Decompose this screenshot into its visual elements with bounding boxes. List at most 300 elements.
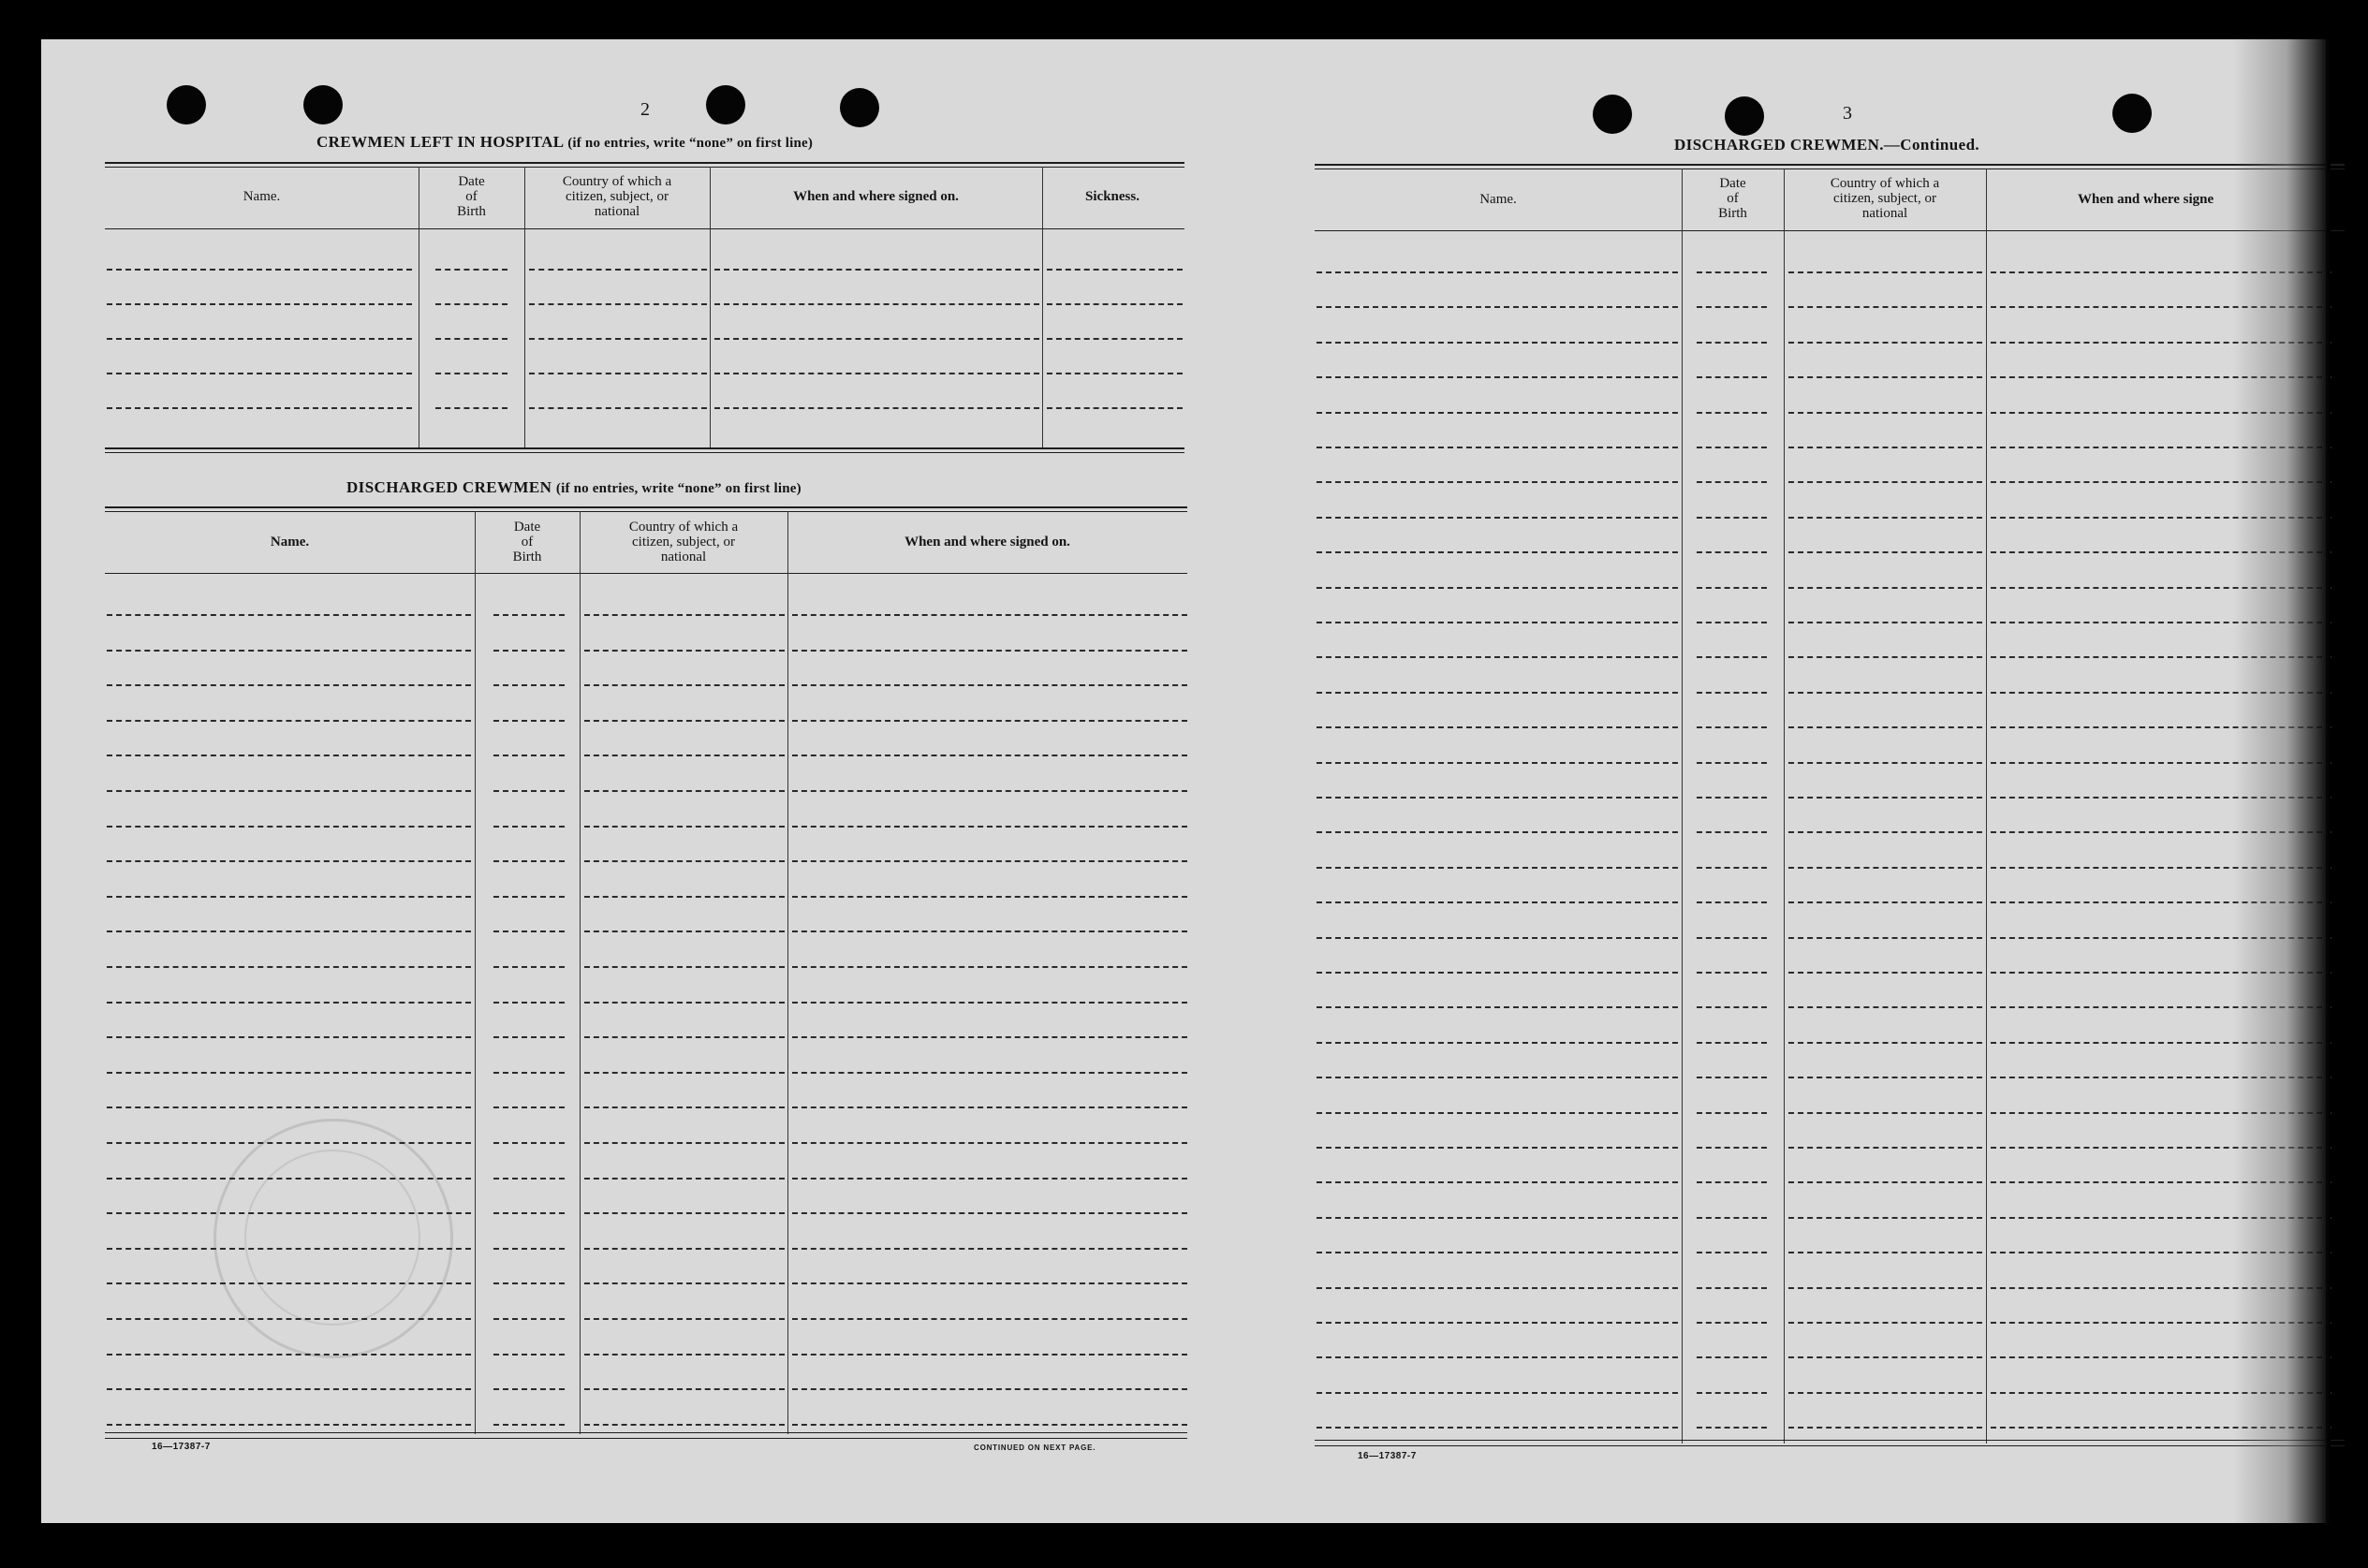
- punch-hole: [1725, 96, 1764, 136]
- hospital-blank-entry-line: [529, 269, 707, 271]
- continued-blank-entry-line: [1788, 1252, 1982, 1253]
- continued-blank-entry-line: [1697, 972, 1767, 974]
- continued-blank-entry-line: [1788, 1287, 1982, 1289]
- continued-blank-entry-line: [1316, 271, 1678, 273]
- discharged-blank-entry-line: [584, 1282, 785, 1284]
- discharged-blank-entry-line: [493, 1002, 565, 1004]
- discharged-blank-entry-line: [584, 1318, 785, 1320]
- continued-blank-entry-line: [1697, 1181, 1767, 1183]
- discharged-blank-entry-line: [493, 650, 565, 652]
- continued-blank-entry-line: [1991, 1147, 2331, 1149]
- hospital-blank-entry-line: [1047, 373, 1183, 374]
- continued-blank-entry-line: [1991, 551, 2331, 553]
- punch-hole: [303, 85, 343, 125]
- faded-circular-stamp: [213, 1119, 453, 1358]
- discharged-blank-entry-line: [493, 1424, 565, 1426]
- continued-blank-entry-line: [1316, 1112, 1678, 1114]
- continued-blank-entry-line: [1788, 797, 1982, 799]
- continued-blank-entry-line: [1991, 1252, 2331, 1253]
- continued-blank-entry-line: [1316, 1252, 1678, 1253]
- continued-blank-entry-line: [1788, 306, 1982, 308]
- continued-blank-entry-line: [1788, 1077, 1982, 1078]
- continued-blank-entry-line: [1316, 831, 1678, 833]
- continued-table-bottom-rule-2: [1315, 1445, 2345, 1446]
- continued-blank-entry-line: [1991, 937, 2331, 939]
- continued-blank-entry-line: [1316, 1322, 1678, 1324]
- discharged-blank-entry-line: [493, 1354, 565, 1356]
- discharged-blank-entry-line: [792, 684, 1187, 686]
- continued-blank-entry-line: [1697, 762, 1767, 764]
- continued-blank-entry-line: [1788, 656, 1982, 658]
- discharged-blank-entry-line: [792, 1388, 1187, 1390]
- discharged-blank-entry-line: [792, 790, 1187, 792]
- continued-blank-entry-line: [1788, 517, 1982, 519]
- continued-blank-entry-line: [1991, 1112, 2331, 1114]
- discharged-blank-entry-line: [792, 1178, 1187, 1180]
- discharged-blank-entry-line: [493, 1318, 565, 1320]
- discharged-blank-entry-line: [493, 614, 565, 616]
- continued-blank-entry-line: [1991, 726, 2331, 728]
- discharged-blank-entry-line: [493, 1106, 565, 1108]
- punch-hole: [840, 88, 879, 127]
- continued-column-divider: [1986, 169, 1987, 1443]
- continued-blank-entry-line: [1316, 306, 1678, 308]
- continued-blank-entry-line: [1316, 937, 1678, 939]
- continued-blank-entry-line: [1788, 1356, 1982, 1358]
- continued-blank-entry-line: [1316, 1077, 1678, 1078]
- discharged-blank-entry-line: [792, 1354, 1187, 1356]
- discharged-header-bottom-rule: [105, 573, 1187, 574]
- discharged-blank-entry-line: [584, 1106, 785, 1108]
- discharged-blank-entry-line: [493, 826, 565, 828]
- discharged-header-country: Country of which a citizen, subject, or national: [628, 520, 739, 564]
- continued-blank-entry-line: [1697, 447, 1767, 448]
- continued-blank-entry-line: [1697, 306, 1767, 308]
- discharged-blank-entry-line: [107, 1282, 471, 1284]
- continued-blank-entry-line: [1991, 656, 2331, 658]
- continued-blank-entry-line: [1697, 1252, 1767, 1253]
- discharged-blank-entry-line: [792, 755, 1187, 756]
- discharged-blank-entry-line: [107, 720, 471, 722]
- continued-blank-entry-line: [1697, 1217, 1767, 1219]
- discharged-blank-entry-line: [792, 1424, 1187, 1426]
- continued-blank-entry-line: [1697, 831, 1767, 833]
- discharged-column-divider: [475, 511, 476, 1434]
- discharged-blank-entry-line: [107, 931, 471, 932]
- continued-blank-entry-line: [1697, 622, 1767, 623]
- hospital-header-bottom-rule: [105, 228, 1184, 229]
- continued-blank-entry-line: [1788, 1112, 1982, 1114]
- continued-blank-entry-line: [1697, 1147, 1767, 1149]
- discharged-column-divider: [787, 511, 788, 1434]
- continued-blank-entry-line: [1316, 972, 1678, 974]
- discharged-header-date-of-birth: Date of Birth: [512, 520, 542, 564]
- discharged-blank-entry-line: [584, 1002, 785, 1004]
- discharged-blank-entry-line: [107, 896, 471, 898]
- continued-blank-entry-line: [1991, 1181, 2331, 1183]
- hospital-title-text: CREWMEN LEFT IN HOSPITAL: [316, 133, 564, 151]
- continued-blank-entry-line: [1788, 831, 1982, 833]
- discharged-blank-entry-line: [493, 1142, 565, 1144]
- discharged-blank-entry-line: [584, 1178, 785, 1180]
- continued-blank-entry-line: [1316, 1287, 1678, 1289]
- discharged-blank-entry-line: [493, 966, 565, 968]
- continued-table-bottom-rule: [1315, 1440, 2345, 1441]
- discharged-blank-entry-line: [792, 1142, 1187, 1144]
- discharged-blank-entry-line: [584, 755, 785, 756]
- continued-blank-entry-line: [1697, 937, 1767, 939]
- continued-column-divider: [1682, 169, 1683, 1443]
- discharged-blank-entry-line: [792, 1212, 1187, 1214]
- discharged-blank-entry-line: [584, 826, 785, 828]
- continued-blank-entry-line: [1991, 692, 2331, 694]
- discharged-blank-entry-line: [493, 1178, 565, 1180]
- continued-blank-entry-line: [1788, 692, 1982, 694]
- continued-blank-entry-line: [1316, 867, 1678, 869]
- discharged-blank-entry-line: [493, 755, 565, 756]
- hospital-section-title: [316, 133, 813, 152]
- page-number-left: 2: [640, 99, 650, 120]
- continued-blank-entry-line: [1788, 1322, 1982, 1324]
- continued-blank-entry-line: [1788, 1392, 1982, 1394]
- hospital-column-divider: [710, 167, 711, 449]
- hospital-blank-entry-line: [714, 338, 1039, 340]
- discharged-blank-entry-line: [584, 860, 785, 862]
- continued-blank-entry-line: [1697, 1287, 1767, 1289]
- discharged-blank-entry-line: [493, 1072, 565, 1074]
- discharged-blank-entry-line: [792, 1106, 1187, 1108]
- discharged-blank-entry-line: [792, 1248, 1187, 1250]
- discharged-blank-entry-line: [792, 931, 1187, 932]
- discharged-blank-entry-line: [584, 1424, 785, 1426]
- punch-hole: [167, 85, 206, 125]
- punch-hole: [1593, 95, 1632, 134]
- continued-blank-entry-line: [1697, 726, 1767, 728]
- continued-blank-entry-line: [1697, 1077, 1767, 1078]
- discharged-blank-entry-line: [107, 614, 471, 616]
- hospital-table-bottom-rule: [105, 447, 1184, 449]
- punch-hole: [2112, 94, 2152, 133]
- discharged-blank-entry-line: [584, 1248, 785, 1250]
- hospital-blank-entry-line: [435, 303, 507, 305]
- discharged-blank-entry-line: [584, 966, 785, 968]
- punch-hole: [706, 85, 745, 125]
- continued-blank-entry-line: [1697, 867, 1767, 869]
- discharged-blank-entry-line: [107, 650, 471, 652]
- continued-blank-entry-line: [1697, 1112, 1767, 1114]
- discharged-blank-entry-line: [584, 1212, 785, 1214]
- discharged-title-text: DISCHARGED CREWMEN: [346, 478, 552, 496]
- hospital-blank-entry-line: [435, 373, 507, 374]
- discharged-table-bottom-rule: [105, 1432, 1187, 1433]
- discharged-blank-entry-line: [107, 1002, 471, 1004]
- continued-blank-entry-line: [1788, 972, 1982, 974]
- continued-blank-entry-line: [1991, 972, 2331, 974]
- continued-blank-entry-line: [1991, 622, 2331, 623]
- discharged-column-divider: [580, 511, 581, 1434]
- hospital-header-date-of-birth: Date of Birth: [457, 174, 486, 219]
- discharged-blank-entry-line: [584, 650, 785, 652]
- continued-blank-entry-line: [1316, 1181, 1678, 1183]
- continued-blank-entry-line: [1697, 1322, 1767, 1324]
- hospital-instruction-text: (if no entries, write “none” on first line): [567, 136, 814, 151]
- continued-blank-entry-line: [1697, 1042, 1767, 1044]
- continued-blank-entry-line: [1788, 726, 1982, 728]
- discharged-blank-entry-line: [584, 931, 785, 932]
- discharged-blank-entry-line: [584, 1142, 785, 1144]
- discharged-blank-entry-line: [792, 1282, 1187, 1284]
- hospital-column-divider: [1042, 167, 1043, 449]
- hospital-blank-entry-line: [107, 338, 412, 340]
- continued-header-name: Name.: [1479, 192, 1517, 207]
- hospital-header-country: Country of which a citizen, subject, or national: [562, 174, 672, 219]
- continued-blank-entry-line: [1788, 867, 1982, 869]
- continued-blank-entry-line: [1991, 901, 2331, 903]
- continued-blank-entry-line: [1316, 1356, 1678, 1358]
- continued-blank-entry-line: [1991, 1077, 2331, 1078]
- hospital-blank-entry-line: [529, 303, 707, 305]
- continued-blank-entry-line: [1788, 937, 1982, 939]
- continued-blank-entry-line: [1697, 901, 1767, 903]
- continued-blank-entry-line: [1316, 1217, 1678, 1219]
- continued-blank-entry-line: [1788, 1181, 1982, 1183]
- hospital-header-sickness: Sickness.: [1085, 189, 1140, 204]
- hospital-blank-entry-line: [107, 407, 412, 409]
- continued-header-country: Country of which a citizen, subject, or national: [1830, 176, 1940, 221]
- continued-blank-entry-line: [1788, 271, 1982, 273]
- continued-blank-entry-line: [1788, 622, 1982, 623]
- continued-blank-entry-line: [1316, 1147, 1678, 1149]
- continued-blank-entry-line: [1991, 1042, 2331, 1044]
- hospital-blank-entry-line: [714, 407, 1039, 409]
- continued-blank-entry-line: [1316, 447, 1678, 448]
- continued-blank-entry-line: [1697, 1392, 1767, 1394]
- discharged-blank-entry-line: [792, 1002, 1187, 1004]
- continued-blank-entry-line: [1697, 271, 1767, 273]
- discharged-blank-entry-line: [792, 896, 1187, 898]
- discharged-blank-entry-line: [107, 1388, 471, 1390]
- discharged-blank-entry-line: [107, 790, 471, 792]
- hospital-blank-entry-line: [1047, 338, 1183, 340]
- hospital-blank-entry-line: [107, 373, 412, 374]
- continued-blank-entry-line: [1991, 1427, 2331, 1429]
- discharged-blank-entry-line: [493, 1248, 565, 1250]
- discharged-blank-entry-line: [107, 860, 471, 862]
- discharged-blank-entry-line: [792, 1072, 1187, 1074]
- discharged-blank-entry-line: [584, 614, 785, 616]
- discharged-blank-entry-line: [493, 860, 565, 862]
- discharged-blank-entry-line: [493, 1282, 565, 1284]
- discharged-blank-entry-line: [584, 1354, 785, 1356]
- discharged-blank-entry-line: [493, 1212, 565, 1214]
- continued-blank-entry-line: [1697, 1427, 1767, 1429]
- discharged-blank-entry-line: [493, 790, 565, 792]
- hospital-blank-entry-line: [435, 338, 507, 340]
- discharged-blank-entry-line: [792, 966, 1187, 968]
- discharged-blank-entry-line: [584, 896, 785, 898]
- hospital-header-when-where: When and where signed on.: [793, 189, 959, 204]
- continued-blank-entry-line: [1991, 306, 2331, 308]
- discharged-table-bottom-rule-2: [105, 1438, 1187, 1439]
- discharged-blank-entry-line: [493, 1036, 565, 1038]
- continued-header-date-of-birth: Date of Birth: [1718, 176, 1747, 221]
- page-number-right: 3: [1843, 103, 1852, 124]
- hospital-table-top-rule: [105, 162, 1184, 164]
- discharged-blank-entry-line: [792, 1318, 1187, 1320]
- discharged-blank-entry-line: [493, 896, 565, 898]
- continued-blank-entry-line: [1991, 1006, 2331, 1008]
- discharged-blank-entry-line: [792, 650, 1187, 652]
- continued-blank-entry-line: [1316, 622, 1678, 623]
- continued-blank-entry-line: [1697, 517, 1767, 519]
- discharged-blank-entry-line: [792, 1036, 1187, 1038]
- discharged-blank-entry-line: [107, 755, 471, 756]
- discharged-continued-title: DISCHARGED CREWMEN.—Continued.: [1674, 136, 1980, 154]
- continued-blank-entry-line: [1316, 551, 1678, 553]
- continued-blank-entry-line: [1788, 342, 1982, 344]
- discharged-blank-entry-line: [493, 1388, 565, 1390]
- continued-blank-entry-line: [1788, 762, 1982, 764]
- continued-blank-entry-line: [1788, 1217, 1982, 1219]
- continued-blank-entry-line: [1697, 412, 1767, 414]
- continued-blank-entry-line: [1316, 517, 1678, 519]
- discharged-blank-entry-line: [584, 684, 785, 686]
- discharged-blank-entry-line: [107, 1142, 471, 1144]
- continued-blank-entry-line: [1316, 797, 1678, 799]
- hospital-blank-entry-line: [435, 269, 507, 271]
- discharged-table-top-rule-2: [105, 511, 1187, 512]
- continued-blank-entry-line: [1316, 656, 1678, 658]
- discharged-blank-entry-line: [792, 720, 1187, 722]
- hospital-blank-entry-line: [714, 303, 1039, 305]
- continued-column-divider: [1784, 169, 1785, 1443]
- continued-blank-entry-line: [1316, 1427, 1678, 1429]
- continued-blank-entry-line: [1697, 376, 1767, 378]
- discharged-blank-entry-line: [107, 826, 471, 828]
- discharged-blank-entry-line: [792, 826, 1187, 828]
- hospital-blank-entry-line: [714, 269, 1039, 271]
- hospital-blank-entry-line: [107, 303, 412, 305]
- continued-blank-entry-line: [1991, 867, 2331, 869]
- discharged-blank-entry-line: [584, 1036, 785, 1038]
- discharged-blank-entry-line: [584, 1388, 785, 1390]
- continued-blank-entry-line: [1316, 692, 1678, 694]
- hospital-blank-entry-line: [714, 373, 1039, 374]
- continued-blank-entry-line: [1316, 1392, 1678, 1394]
- hospital-blank-entry-line: [1047, 303, 1183, 305]
- continued-blank-entry-line: [1788, 447, 1982, 448]
- continued-blank-entry-line: [1697, 481, 1767, 483]
- discharged-blank-entry-line: [107, 1178, 471, 1180]
- hospital-blank-entry-line: [1047, 407, 1183, 409]
- continued-blank-entry-line: [1788, 1427, 1982, 1429]
- continued-blank-entry-line: [1991, 481, 2331, 483]
- hospital-blank-entry-line: [435, 407, 507, 409]
- continued-blank-entry-line: [1991, 412, 2331, 414]
- continued-blank-entry-line: [1788, 376, 1982, 378]
- continued-blank-entry-line: [1316, 901, 1678, 903]
- discharged-blank-entry-line: [493, 931, 565, 932]
- discharged-blank-entry-line: [107, 1212, 471, 1214]
- continued-blank-entry-line: [1788, 1147, 1982, 1149]
- hospital-table-bottom-rule-2: [105, 452, 1184, 453]
- discharged-blank-entry-line: [584, 1072, 785, 1074]
- discharged-blank-entry-line: [107, 1318, 471, 1320]
- continued-blank-entry-line: [1697, 551, 1767, 553]
- continued-blank-entry-line: [1788, 901, 1982, 903]
- continued-header-when-where: When and where signe: [2078, 192, 2214, 207]
- continued-blank-entry-line: [1316, 726, 1678, 728]
- continued-blank-entry-line: [1991, 517, 2331, 519]
- continued-blank-entry-line: [1316, 481, 1678, 483]
- continued-table-top-rule: [1315, 164, 2345, 166]
- continued-blank-entry-line: [1991, 342, 2331, 344]
- discharged-blank-entry-line: [792, 860, 1187, 862]
- continued-blank-entry-line: [1991, 797, 2331, 799]
- continued-blank-entry-line: [1697, 1006, 1767, 1008]
- continued-blank-entry-line: [1991, 1356, 2331, 1358]
- discharged-blank-entry-line: [107, 1072, 471, 1074]
- continued-blank-entry-line: [1991, 762, 2331, 764]
- continued-blank-entry-line: [1788, 1006, 1982, 1008]
- form-number-right: 16—17387-7: [1358, 1451, 1417, 1461]
- discharged-blank-entry-line: [584, 720, 785, 722]
- discharged-blank-entry-line: [493, 720, 565, 722]
- form-number-left: 16—17387-7: [152, 1442, 211, 1452]
- hospital-blank-entry-line: [529, 373, 707, 374]
- discharged-blank-entry-line: [107, 1424, 471, 1426]
- continued-blank-entry-line: [1316, 376, 1678, 378]
- continued-header-bottom-rule: [1315, 230, 2345, 231]
- hospital-header-name: Name.: [243, 189, 281, 204]
- discharged-blank-entry-line: [107, 1354, 471, 1356]
- continued-blank-entry-line: [1991, 271, 2331, 273]
- continued-blank-entry-line: [1697, 1356, 1767, 1358]
- hospital-blank-entry-line: [529, 338, 707, 340]
- continued-blank-entry-line: [1788, 587, 1982, 589]
- continued-blank-entry-line: [1697, 797, 1767, 799]
- continued-blank-entry-line: [1788, 412, 1982, 414]
- hospital-blank-entry-line: [529, 407, 707, 409]
- discharged-blank-entry-line: [584, 790, 785, 792]
- continued-blank-entry-line: [1991, 1287, 2331, 1289]
- discharged-blank-entry-line: [107, 1036, 471, 1038]
- discharged-blank-entry-line: [107, 1248, 471, 1250]
- continued-blank-entry-line: [1316, 342, 1678, 344]
- hospital-blank-entry-line: [107, 269, 412, 271]
- continued-blank-entry-line: [1991, 1217, 2331, 1219]
- discharged-header-when-where: When and where signed on.: [905, 535, 1070, 550]
- continued-blank-entry-line: [1316, 587, 1678, 589]
- continued-blank-entry-line: [1697, 656, 1767, 658]
- continued-blank-entry-line: [1991, 831, 2331, 833]
- continued-blank-entry-line: [1697, 692, 1767, 694]
- continued-blank-entry-line: [1991, 376, 2331, 378]
- discharged-blank-entry-line: [792, 614, 1187, 616]
- continued-blank-entry-line: [1697, 587, 1767, 589]
- hospital-table-top-rule-2: [105, 167, 1184, 168]
- continued-blank-entry-line: [1788, 1042, 1982, 1044]
- continued-blank-entry-line: [1697, 342, 1767, 344]
- discharged-instruction-text: (if no entries, write “none” on first line): [555, 481, 802, 496]
- continued-blank-entry-line: [1991, 1322, 2331, 1324]
- continued-blank-entry-line: [1788, 551, 1982, 553]
- discharged-blank-entry-line: [493, 684, 565, 686]
- continued-blank-entry-line: [1991, 447, 2331, 448]
- discharged-blank-entry-line: [107, 966, 471, 968]
- discharged-table-top-rule: [105, 506, 1187, 508]
- continued-blank-entry-line: [1991, 1392, 2331, 1394]
